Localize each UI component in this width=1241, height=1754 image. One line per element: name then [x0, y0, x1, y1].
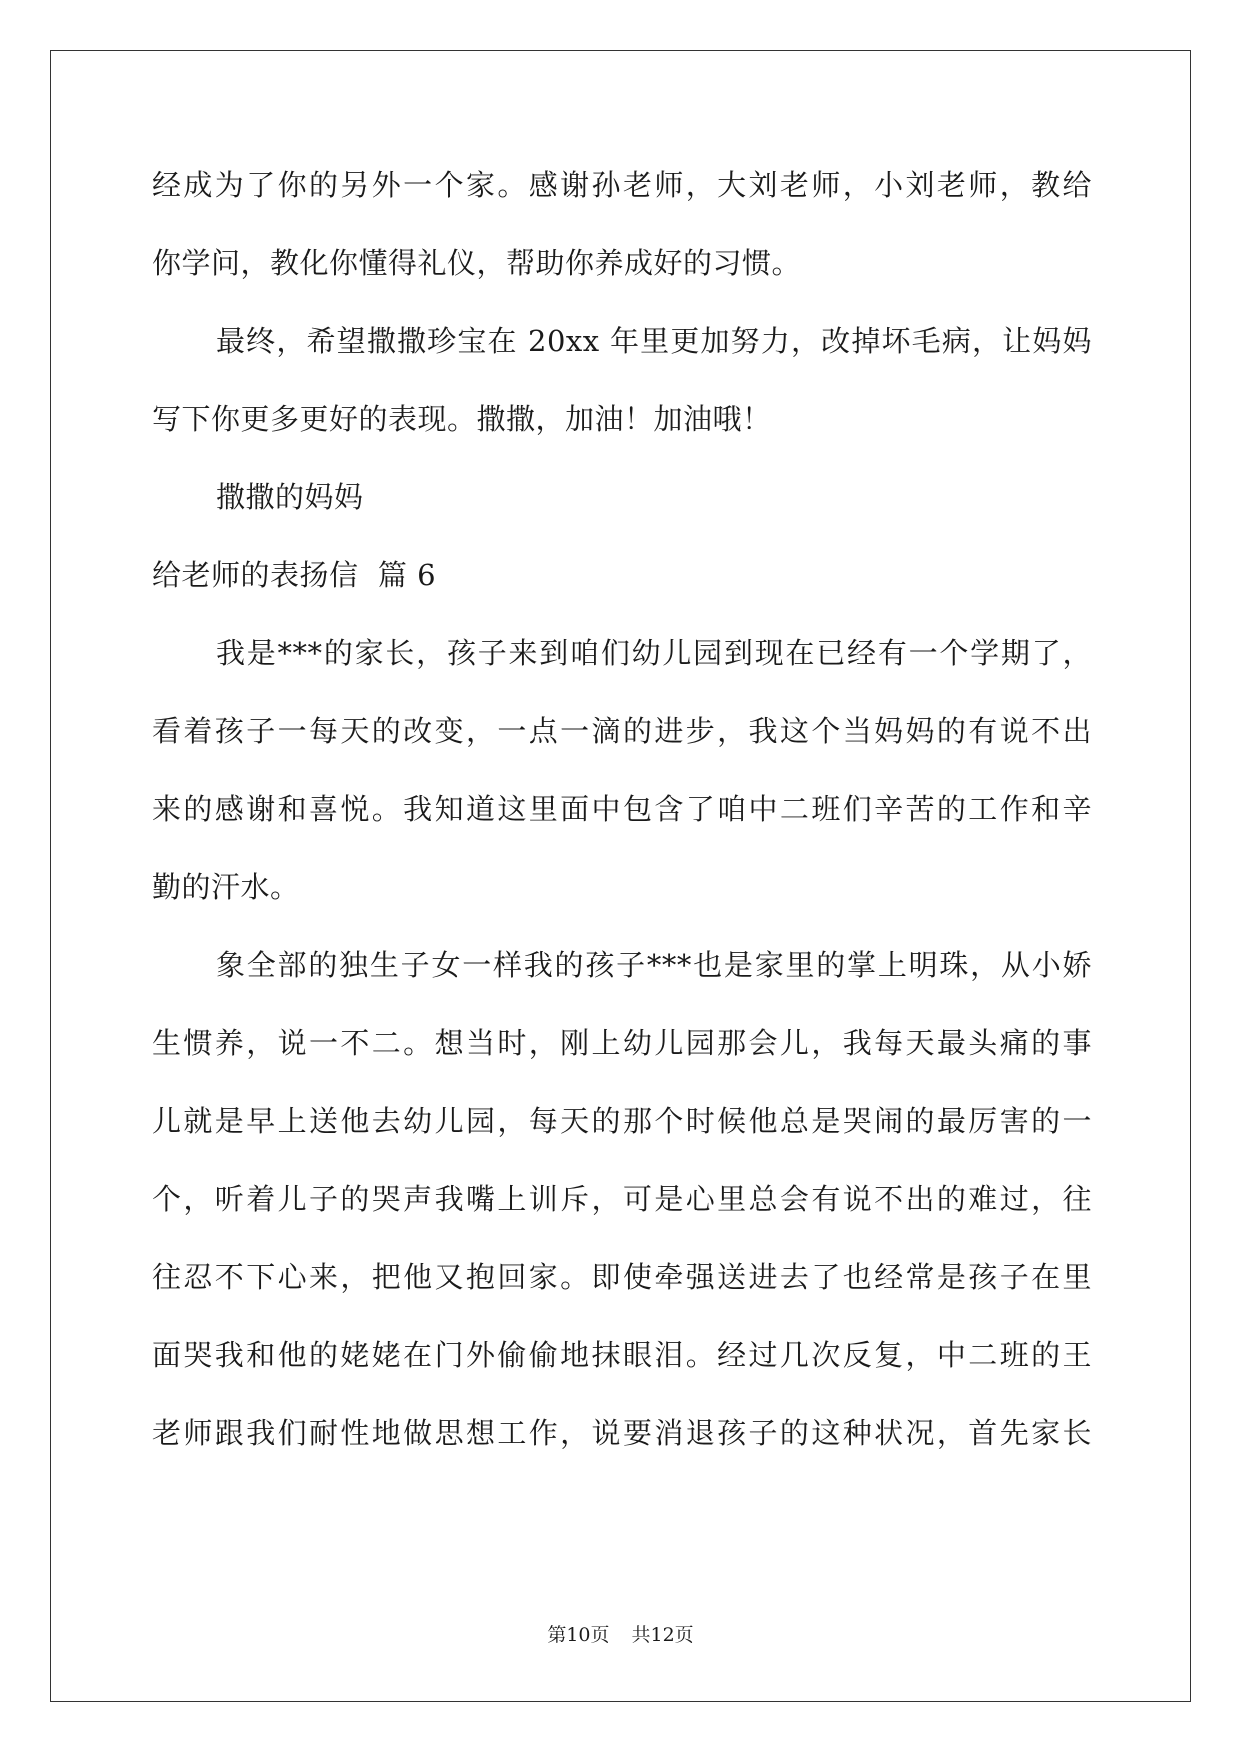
paragraph-line: 儿就是早上送他去幼儿园，每天的那个时候他总是哭闹的最厉害的一 — [152, 1104, 1092, 1138]
total-pages: 共12页 — [631, 1624, 694, 1646]
paragraph-line: 来的感谢和喜悦。我知道这里面中包含了咱中二班们辛苦的工作和辛 — [152, 792, 1092, 826]
paragraph-line: 象全部的独生子女一样我的孩子***也是家里的掌上明珠，从小娇 — [216, 948, 1092, 982]
document-body — [152, 165, 1092, 1491]
paragraph-line: 面哭我和他的姥姥在门外偷偷地抹眼泪。经过几次反复，中二班的王 — [152, 1338, 1092, 1372]
paragraph-line: 写下你更多更好的表现。撒撒，加油！加油哦！ — [152, 402, 772, 436]
paragraph-line: 往忍不下心来，把他又抱回家。即使牵强送进去了也经常是孩子在里 — [152, 1260, 1092, 1294]
paragraph-line: 我是***的家长，孩子来到咱们幼儿园到现在已经有一个学期了， — [216, 636, 1092, 670]
paragraph-line: 你学问，教化你懂得礼仪，帮助你养成好的习惯。 — [152, 246, 802, 280]
paragraph-line: 老师跟我们耐性地做思想工作，说要消退孩子的这种状况，首先家长 — [152, 1416, 1092, 1450]
paragraph-line: 最终，希望撒撒珍宝在 20xx 年里更加努力，改掉坏毛病，让妈妈 — [216, 324, 1092, 358]
current-page-number: 第10页 — [547, 1624, 610, 1646]
signature-line: 撒撒的妈妈 — [216, 480, 364, 514]
paragraph-line: 个，听着儿子的哭声我嘴上训斥，可是心里总会有说不出的难过，往 — [152, 1182, 1092, 1216]
section-heading: 给老师的表扬信 篇 6 — [152, 558, 437, 592]
page-footer — [0, 1623, 1241, 1647]
paragraph-line: 生惯养，说一不二。想当时，刚上幼儿园那会儿，我每天最头痛的事 — [152, 1026, 1092, 1060]
paragraph-line: 勤的汗水。 — [152, 870, 300, 904]
paragraph-line: 经成为了你的另外一个家。感谢孙老师，大刘老师，小刘老师，教给 — [152, 168, 1092, 202]
paragraph-line: 看着孩子一每天的改变，一点一滴的进步，我这个当妈妈的有说不出 — [152, 714, 1092, 748]
